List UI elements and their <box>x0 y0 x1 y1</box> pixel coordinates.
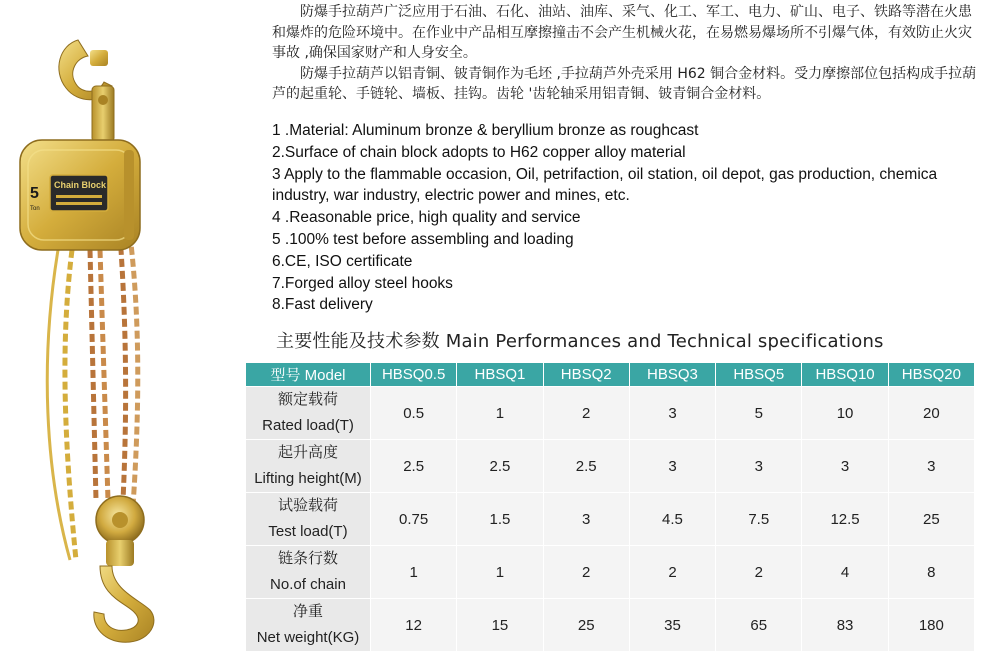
top-hook <box>59 40 114 142</box>
table-cell: 2 <box>629 546 715 599</box>
spec-table <box>245 362 975 652</box>
row-label-en: Lifting height(M) <box>254 470 362 487</box>
row-label-cn: 净重 <box>292 603 323 620</box>
table-cell: 12.5 <box>802 493 888 546</box>
table-cell: 10 <box>802 387 888 440</box>
row-label-cn: 试验载荷 <box>277 497 338 514</box>
feature-item-2: 2.Surface of chain block adopts to H62 copper alloy material <box>272 143 686 161</box>
table-cell: 25 <box>888 493 974 546</box>
table-cell: 1 <box>371 546 457 599</box>
table-cell: 3 <box>629 440 715 493</box>
table-cell: 4.5 <box>629 493 715 546</box>
table-cell: 3 <box>716 440 802 493</box>
feature-item-4: 4 .Reasonable price, high quality and service <box>272 209 581 227</box>
table-cell: 2.5 <box>457 440 543 493</box>
table-cell: 0.5 <box>371 387 457 440</box>
table-cell: 2.5 <box>371 440 457 493</box>
model-header-1: HBSQ1 <box>457 363 543 387</box>
table-cell: 3 <box>629 387 715 440</box>
table-cell: 35 <box>629 599 715 652</box>
spec-header-row <box>246 363 975 387</box>
model-header-label: 型号 Model <box>246 363 371 387</box>
row-label <box>246 440 371 493</box>
row-label-en: Rated load(T) <box>262 417 354 434</box>
table-cell: 1 <box>457 387 543 440</box>
table-cell: 12 <box>371 599 457 652</box>
table-cell: 0.75 <box>371 493 457 546</box>
table-cell: 8 <box>888 546 974 599</box>
table-cell: 4 <box>802 546 888 599</box>
bottom-pulley <box>96 496 144 566</box>
table-row <box>246 440 975 493</box>
table-cell: 65 <box>716 599 802 652</box>
model-header-6: HBSQ20 <box>888 363 974 387</box>
model-header-2: HBSQ2 <box>543 363 629 387</box>
row-label-en: Test load(T) <box>268 523 348 540</box>
table-cell: 3 <box>888 440 974 493</box>
table-row <box>246 599 975 652</box>
intro-text <box>272 2 980 105</box>
table-cell: 3 <box>543 493 629 546</box>
model-header-0: HBSQ0.5 <box>371 363 457 387</box>
feature-list <box>272 120 980 316</box>
feature-item-8: 8.Fast delivery <box>272 296 373 314</box>
table-cell: 2 <box>543 387 629 440</box>
table-cell: 2.5 <box>543 440 629 493</box>
table-cell: 25 <box>543 599 629 652</box>
table-cell: 1 <box>457 546 543 599</box>
bottom-hook <box>94 566 154 642</box>
table-cell: 5 <box>716 387 802 440</box>
row-label <box>246 599 371 652</box>
row-label-cn: 链条行数 <box>277 550 338 567</box>
row-label <box>246 493 371 546</box>
row-label <box>246 387 371 440</box>
table-cell: 3 <box>802 440 888 493</box>
table-cell: 7.5 <box>716 493 802 546</box>
model-header-5: HBSQ10 <box>802 363 888 387</box>
table-cell: 1.5 <box>457 493 543 546</box>
plate-text: Chain Block <box>54 180 107 190</box>
feature-item-3: 3 Apply to the flammable occasion, Oil, petrifaction, oil station, oil depot, gas production, chemica industry, war industry, electric power and mines, etc. <box>272 165 938 205</box>
table-row <box>246 546 975 599</box>
model-header-3: HBSQ3 <box>629 363 715 387</box>
table-row <box>246 387 975 440</box>
table-cell: 2 <box>716 546 802 599</box>
row-label-cn: 起升高度 <box>277 444 338 461</box>
table-cell: 180 <box>888 599 974 652</box>
table-cell: 2 <box>543 546 629 599</box>
model-header-4: HBSQ5 <box>716 363 802 387</box>
spec-section-title: 主要性能及技术参数 Main Performances and Technical specifications <box>276 331 884 352</box>
row-label-en: No.of chain <box>270 576 346 593</box>
table-cell: 20 <box>888 387 974 440</box>
intro-paragraph-2: 防爆手拉葫芦以铝青铜、铍青铜作为毛坯 ,手拉葫芦外壳采用 H62 铜合金材料。受力摩擦部位包括构成手拉葫芦的起重轮、手链轮、墙板、挂钩。齿轮 '齿轮轴采用铝青铜、铍青铜合金材料。 <box>272 65 977 102</box>
feature-item-5: 5 .100% test before assembling and loading <box>272 230 574 248</box>
row-label <box>246 546 371 599</box>
row-label-cn: 额定载荷 <box>277 391 338 408</box>
feature-item-7: 7.Forged alloy steel hooks <box>272 274 453 292</box>
hand-chain-left <box>47 250 70 560</box>
feature-item-6: 6.CE, ISO certificate <box>272 252 413 270</box>
chain-block-product-image <box>0 0 250 669</box>
intro-paragraph-1: 防爆手拉葫芦广泛应用于石油、石化、油站、油库、采气、化工、军工、电力、矿山、电子、铁路等潜在火患和爆炸的危险环境中。在作业中产品相互摩擦撞击不会产生机械火花，在易燃易爆场所不引爆气体，有效防止火灾事故 ,确保国家财产和人身安全。 <box>272 4 972 61</box>
row-label-en: Net weight(KG) <box>256 629 360 646</box>
feature-item-1: 1 .Material: Aluminum bronze & beryllium bronze as roughcast <box>272 122 699 139</box>
capacity-unit: Ton <box>30 206 40 212</box>
table-cell: 83 <box>802 599 888 652</box>
table-row <box>246 493 975 546</box>
capacity-mark: 5 <box>30 185 39 202</box>
table-cell: 15 <box>457 599 543 652</box>
